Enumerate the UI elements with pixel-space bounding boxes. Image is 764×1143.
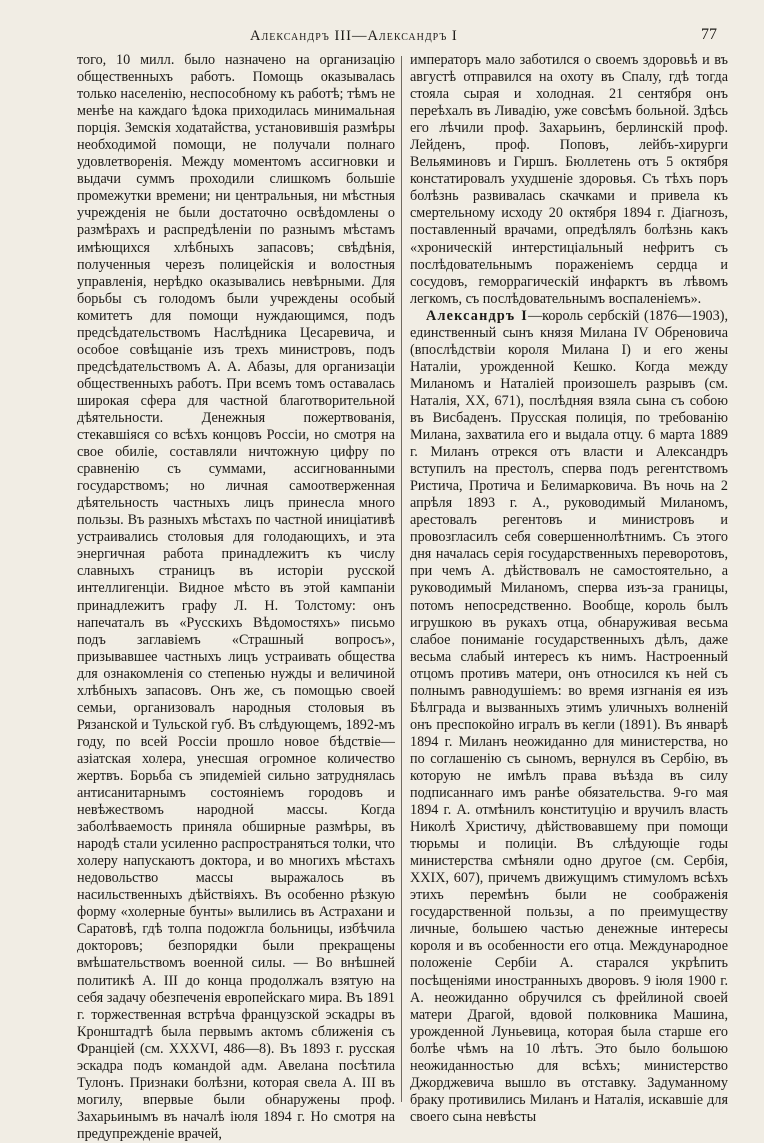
left-column-text: того, 10 милл. было назначено на организацію общественныхъ работъ. Помощь оказывалась только населенію, неспособному къ работѣ; тѣмъ не менѣе на каждаго ѣдока приходилась минимальная порція. Земскія ходатайства, установившія размѣры необходимой помощи, не получали полнаго удовлетворенія. Между моментомъ ассигновки и выдачи суммъ проходили слишкомъ большіе промежутки времени; ни центральныя, ни мѣстныя учрежденія не были достаточно освѣдомлены о размѣрахъ и распредѣленіи по разнымъ мѣстамъ имѣющихся хлѣбныхъ запасовъ; свѣдѣнія, полученныя черезъ полицейскія и волостныя управленія, нерѣдко оказывались невѣрными. Для борьбы съ голодомъ были учреждены особый комитетъ для помощи нуждающимся, подъ предсѣдательствомъ Наслѣдника Цесаревича, и особое совѣщаніе изъ трехъ министровъ, подъ предсѣдательствомъ А. А. Абазы, для организаціи общественныхъ работъ. При всемъ томъ оставалась широкая сфера для частной благотворительной дѣятельности. Денежныя пожертвованія, стекавшіяся со всѣхъ концовъ Россіи, но смотря на свое обиліе, составляли ничтожную цифру по сравненію съ суммами, ассигнованными государствомъ; но личная самоотверженная дѣятельность частныхъ лицъ принесла много пользы. Въ разныхъ мѣстахъ по частной иниціативѣ устраивались столовыя для голодающихъ, и эта энергичная работа принадлежитъ къ числу славныхъ страницъ въ исторіи русской интеллигенціи. Видное мѣсто въ этой кампаніи принадлежитъ графу Л. Н. Толстому: онъ напечаталъ въ «Русскихъ Вѣдомостяхъ» письмо подъ заглавіемъ «Страшный вопросъ», призывавшее частныхъ лицъ устраивать общества для ознакомленія со степенью нужды и величиной хлѣбныхъ запасовъ. Онъ же, съ помощью своей семьи, организовалъ народныя столовыя въ Рязанской и Тульской губ. Въ слѣдующемъ, 1892-мъ году, по всей Россіи прошло новое бѣдствіе—азіатская холера, унесшая огромное количество жертвъ. Борьба съ эпидеміей сильно затруднялась антисанитарнымъ состояніемъ городовъ и невѣжествомъ народной массы. Когда заболѣваемость приняла обширные размѣры, въ народѣ стали усиленно распространяться толки, что холеру напускаютъ доктора, и во многихъ мѣстахъ недовольство массы выражалось въ насильственныхъ дѣйствіяхъ. Въ особенно рѣзкую форму «холерные бунты» вылились въ Астрахани и Саратовѣ, гдѣ толпа подожгла больницы, избѣчила докторовъ; безпорядки были прекращены вмѣшательствомъ военной силы. — Во внѣшней политикѣ А. III до конца продолжалъ взятую на себя задачу обезпеченія европейскаго мира. Въ 1891 г. торжественная встрѣча французской эскадры въ Кронштадтѣ была первымъ актомъ сближенія съ Франціей (см. XXXVI, 486—8). Въ 1893 г. русская эскадра подъ командой адм. Авелана посѣтила Тулонъ. Признаки болѣзни, которая свела А. III въ могилу, впервые были обнаружены проф. Захарьинымъ въ началѣ іюля 1894 г. Но смотря на предупрежденіе врачей,	[77, 52, 395, 1142]
entry-headword: Александръ I	[426, 307, 528, 324]
left-column	[77, 52, 395, 1142]
page-header	[0, 28, 764, 52]
right-column	[410, 52, 728, 1125]
page-number: 77	[701, 26, 717, 43]
right-column-continuation: императоръ мало заботился о своемъ здоровьѣ и въ августѣ отправился на охоту въ Спалу, гдѣ тогда стояла сырая и холодная. 21 сентября онъ переѣхалъ въ Ливадію, уже совсѣмъ больной. Здѣсь его лѣчили проф. Захарьинъ, берлинскій проф. Лейденъ, проф. Поповъ, лейбъ-хирурги Вельяминовъ и Гиршъ. Бюллетень отъ 5 октября констатировалъ ухудшеніе здоровья. Съ тѣхъ поръ болѣзнь развивалась скачками и привела къ смертельному исходу 20 октября 1894 г. Діагнозъ, поставленный врачами, опредѣлялъ болѣзнь какъ «хроническій интерстиціальный нефритъ съ послѣдовательнымъ пораженіемъ сердца и сосудовъ, геморрагическій инфарктъ въ лѣвомъ легкомъ, съ послѣдовательнымъ воспаленіемъ».	[410, 52, 728, 307]
entry-text: —король сербскій (1876—1903), единственный сынъ князя Милана IV Обреновича (впослѣдствіи короля Милана I) и его жены Наталіи, урожденной Кешко. Когда между Миланомъ и Наталіей произошелъ разрывъ (см. Наталія, XX, 671), послѣдняя взяла сына съ собою въ Висбаденъ. Прусская полиція, по требованію Милана, захватила его и выдала отцу. 6 марта 1889 г. Миланъ отрекся отъ власти и Александръ вступилъ на престолъ, сперва подъ регентствомъ Ристича, Протича и Белимарковича. Въ ночь на 2 апрѣля 1893 г. А., руководимый Миланомъ, арестовалъ регентовъ и министровъ и провозгласилъ себя совершеннолѣтнимъ. Съ этого дня началась серія государственныхъ переворотовъ, при чемъ А. дѣйствовалъ не самостоятельно, а руководимый Миланомъ, сперва изъ-за границы, потомъ непосредственно. Вообще, король былъ игрушкою въ рукахъ отца, обнаруживая весьма слабое пониманіе государственныхъ дѣлъ, даже весьма слабый интересъ къ нимъ. Настроенный отцомъ противъ матери, онъ относился къ ней съ полнымъ равнодушіемъ: во время изгнанія ея изъ Бѣлграда и вызванныхъ этимъ уличныхъ волненій онъ преспокойно игралъ въ кегли (1891). Въ январѣ 1894 г. Миланъ неожиданно для министерства, но по соглашенію съ сыномъ, вернулся въ Сербію, въ которую не имѣлъ права въѣзда въ силу подписаннаго имъ ранѣе обязательства. 9-го мая 1894 г. А. отмѣнилъ конституцію и вручилъ власть Николѣ Христичу, дѣйствовавшему при помощи тюрьмы и полиціи. Въ слѣдующіе годы министерства смѣняли одно другое (см. Сербія, XXIX, 607), причемъ движущимъ стимуломъ всѣхъ этихъ перемѣнъ были не соображенія государственной пользы, а по преимуществу личные, большею частью денежные интересы короля и въ особенности его отца. Международное положеніе Сербіи А. старался укрѣпить посѣщеніями иностранныхъ дворовъ. 9 іюля 1900 г. А. неожиданно обручился съ фрейлиной своей матери Драгой, вдовой полковника Машина, урожденной Луньевица, которая была старше его болѣе чѣмъ на 10 лѣтъ. Это было большою неожиданностью для всѣхъ; министерство Джорджевича вышло въ отставку. Задуманному браку противились Миланъ и Наталія, искавшіе для своего сына невѣсты	[410, 307, 728, 1125]
column-divider	[401, 56, 402, 1102]
entry-alexander-i	[410, 308, 728, 1126]
running-head: Александръ III—Александръ I	[250, 28, 458, 44]
